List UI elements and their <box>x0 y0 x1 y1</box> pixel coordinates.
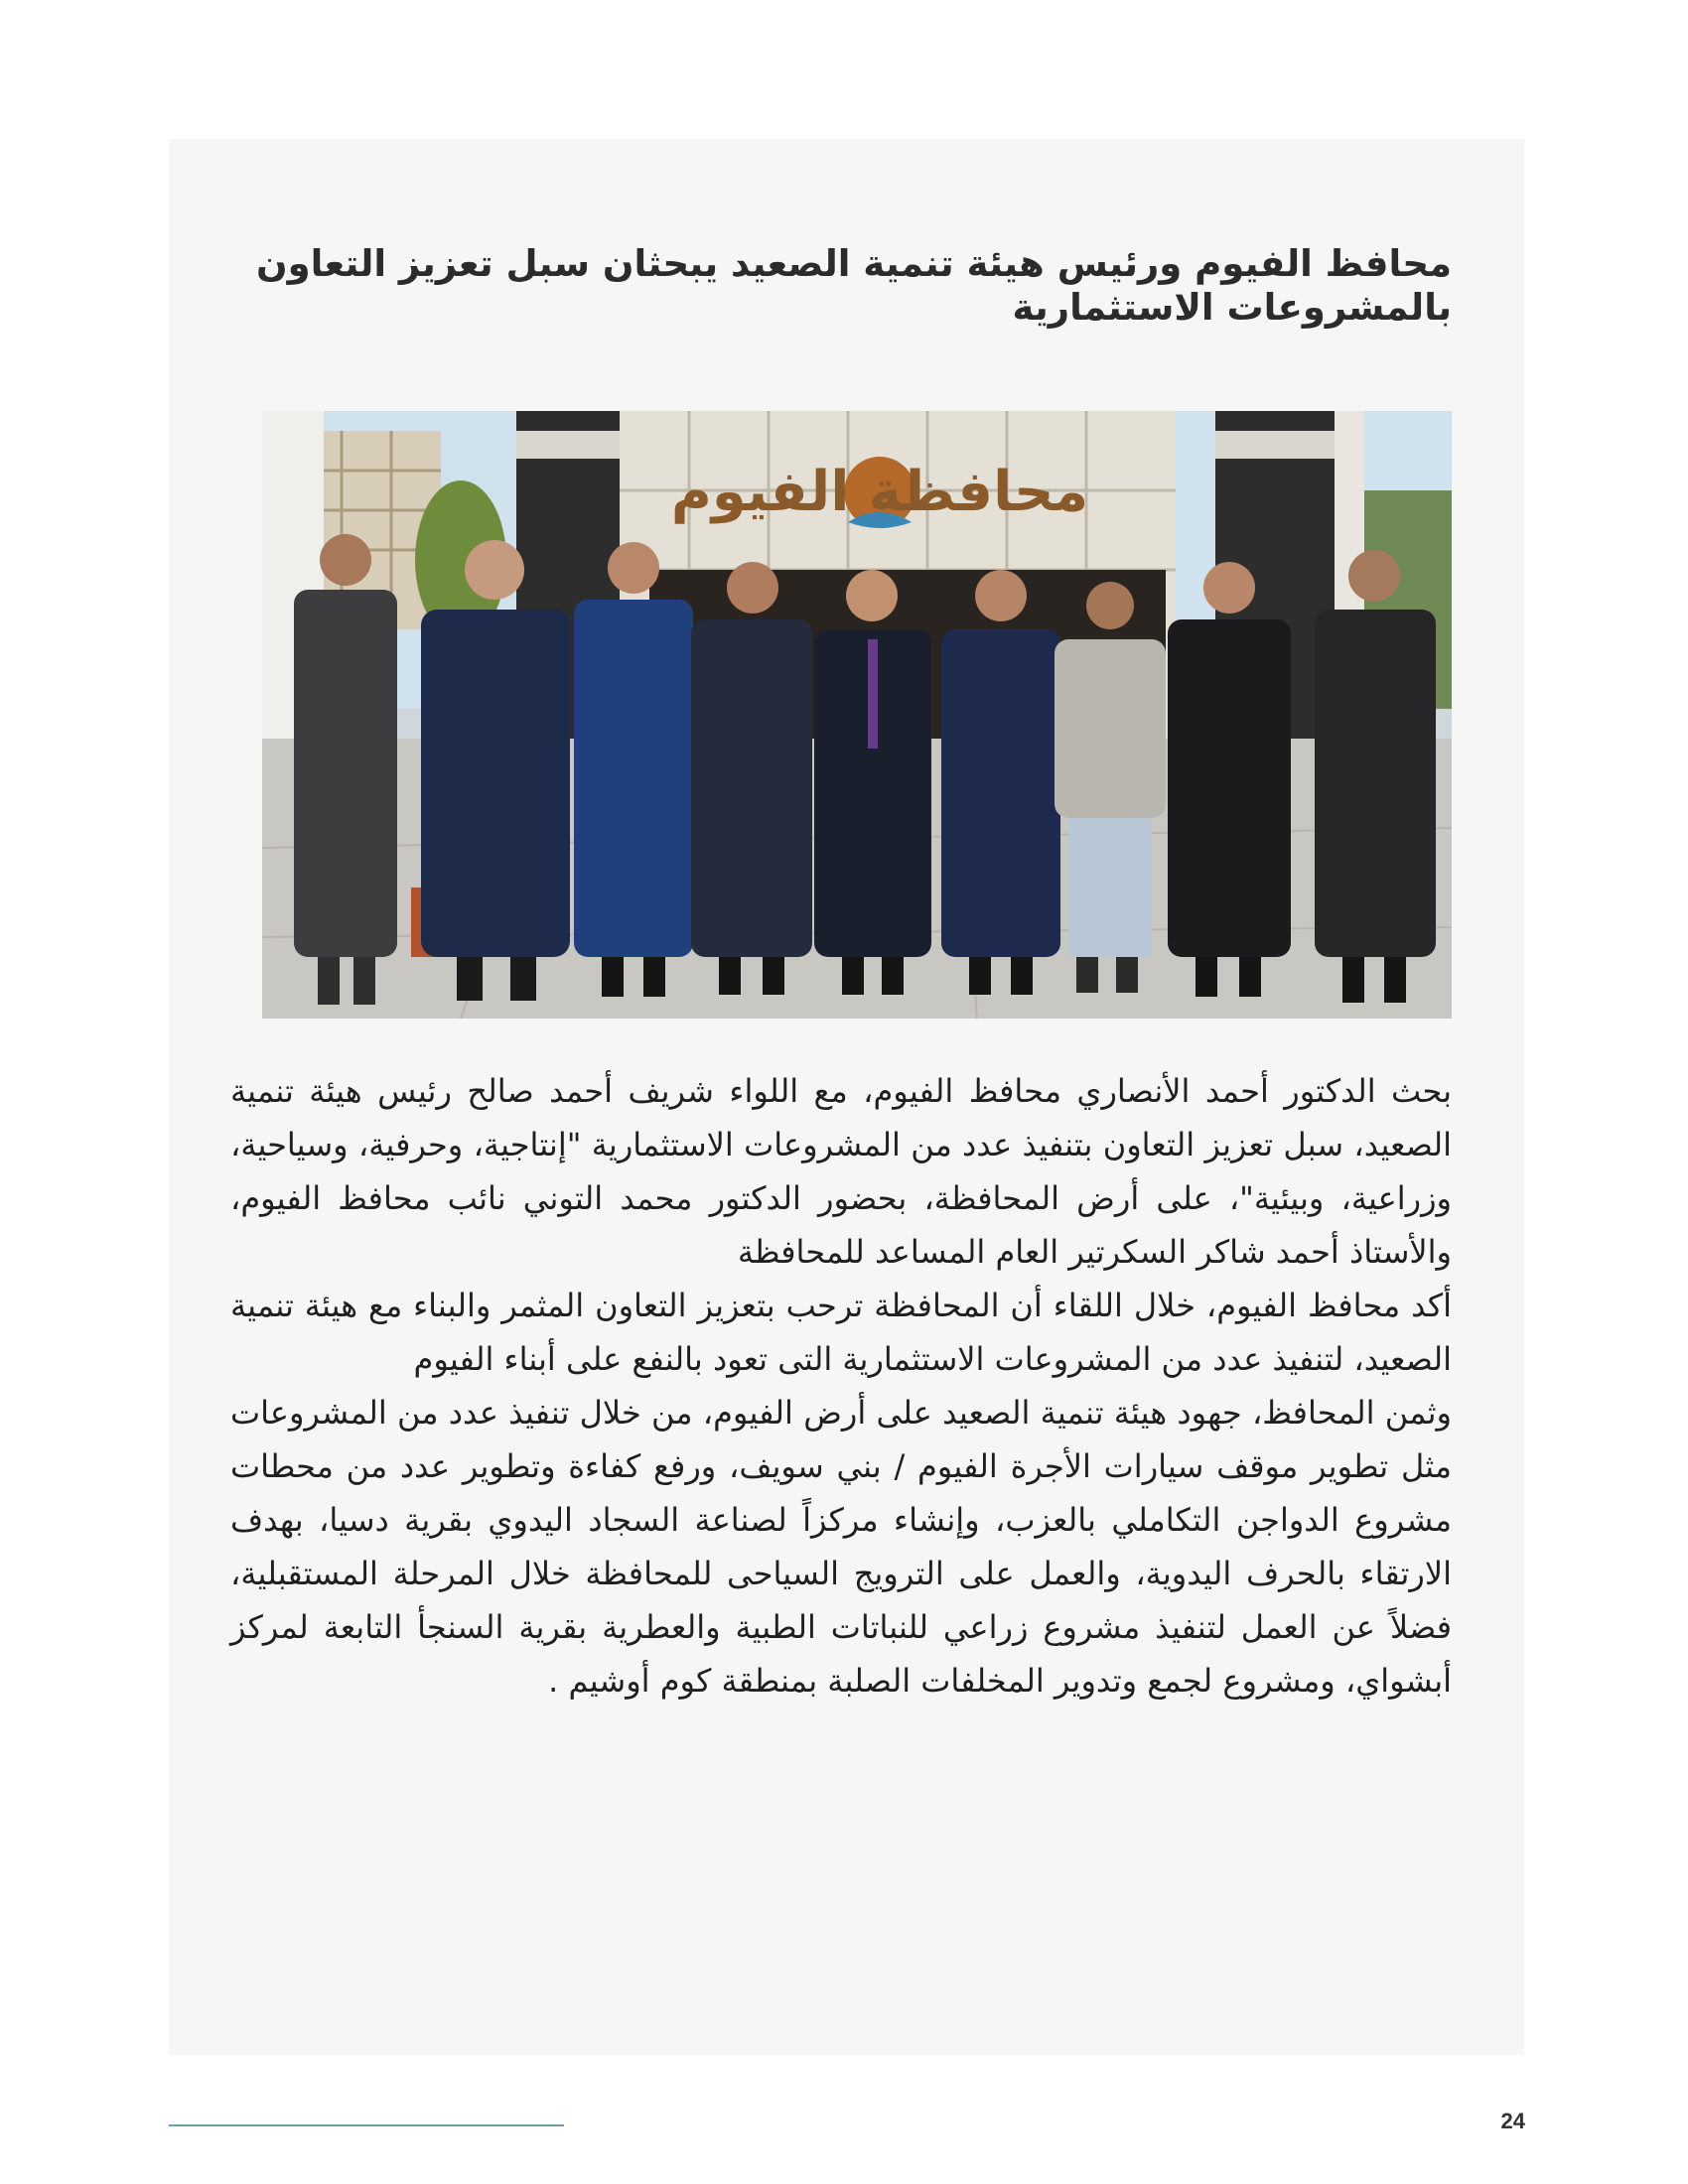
person-1 <box>294 534 397 1005</box>
article-paragraph: وثمن المحافظ، جهود هيئة تنمية الصعيد على أرض الفيوم، من خلال تنفيذ عدد من المشروعات مثل تطوير موقف سيارات الأجرة الفيوم / بني سويف، ورفع كفاءة وتطوير عدد من محطات مشروع الدواجن التكاملي بالعزب، وإنشاء مركزاً لصناعة السجاد اليدوي بقرية دسيا، بهدف الارتقاء بالحرف اليدوية، والعمل على الترويج السياحى للمحافظة خلال المرحلة المستقبلية، فضلاً عن العمل لتنفيذ مشروع زراعي للنباتات الطبية والعطرية بقرية السنجأ التابعة لمركز أبشواي، ومشروع لجمع وتدوير المخلفات الصلبة بمنطقة كوم أوشيم . <box>230 1394 1452 1700</box>
article-photo <box>262 411 1452 1019</box>
article-headline: محافظ الفيوم ورئيس هيئة تنمية الصعيد يبحثان سبل تعزيز التعاون بالمشروعات الاستثمارية <box>256 242 1452 329</box>
photo-sign <box>671 457 1088 528</box>
person-4 <box>691 562 812 995</box>
photo-sign-text: محافظة الفيوم <box>670 460 1089 524</box>
footer-rule <box>169 2124 564 2126</box>
person-7 <box>1055 582 1166 993</box>
person-5 <box>814 570 931 995</box>
article-body <box>230 1064 1452 1707</box>
person-8 <box>1168 562 1291 997</box>
page-number: 24 <box>1500 2109 1525 2133</box>
article-paragraph: بحث الدكتور أحمد الأنصاري محافظ الفيوم، مع اللواء شريف أحمد صالح رئيس هيئة تنمية الصعيد، سبل تعزيز التعاون بتنفيذ عدد من المشروعات الاستثمارية "إنتاجية، وحرفية، وسياحية، وزراعية، وبيئية"، على أرض المحافظة، بحضور الدكتور محمد التوني نائب محافظ الفيوم، والأستاذ أحمد شاكر السكرتير العام المساعد للمحافظة <box>230 1072 1452 1271</box>
person-6 <box>941 570 1060 995</box>
article-paragraph: أكد محافظ الفيوم، خلال اللقاء أن المحافظة ترحب بتعزيز التعاون المثمر والبناء مع هيئة تنمية الصعيد، لتنفيذ عدد من المشروعات الاستثمارية التى تعود بالنفع على أبناء الفيوم <box>230 1287 1452 1378</box>
person-3 <box>574 542 693 997</box>
person-9 <box>1315 550 1436 1003</box>
